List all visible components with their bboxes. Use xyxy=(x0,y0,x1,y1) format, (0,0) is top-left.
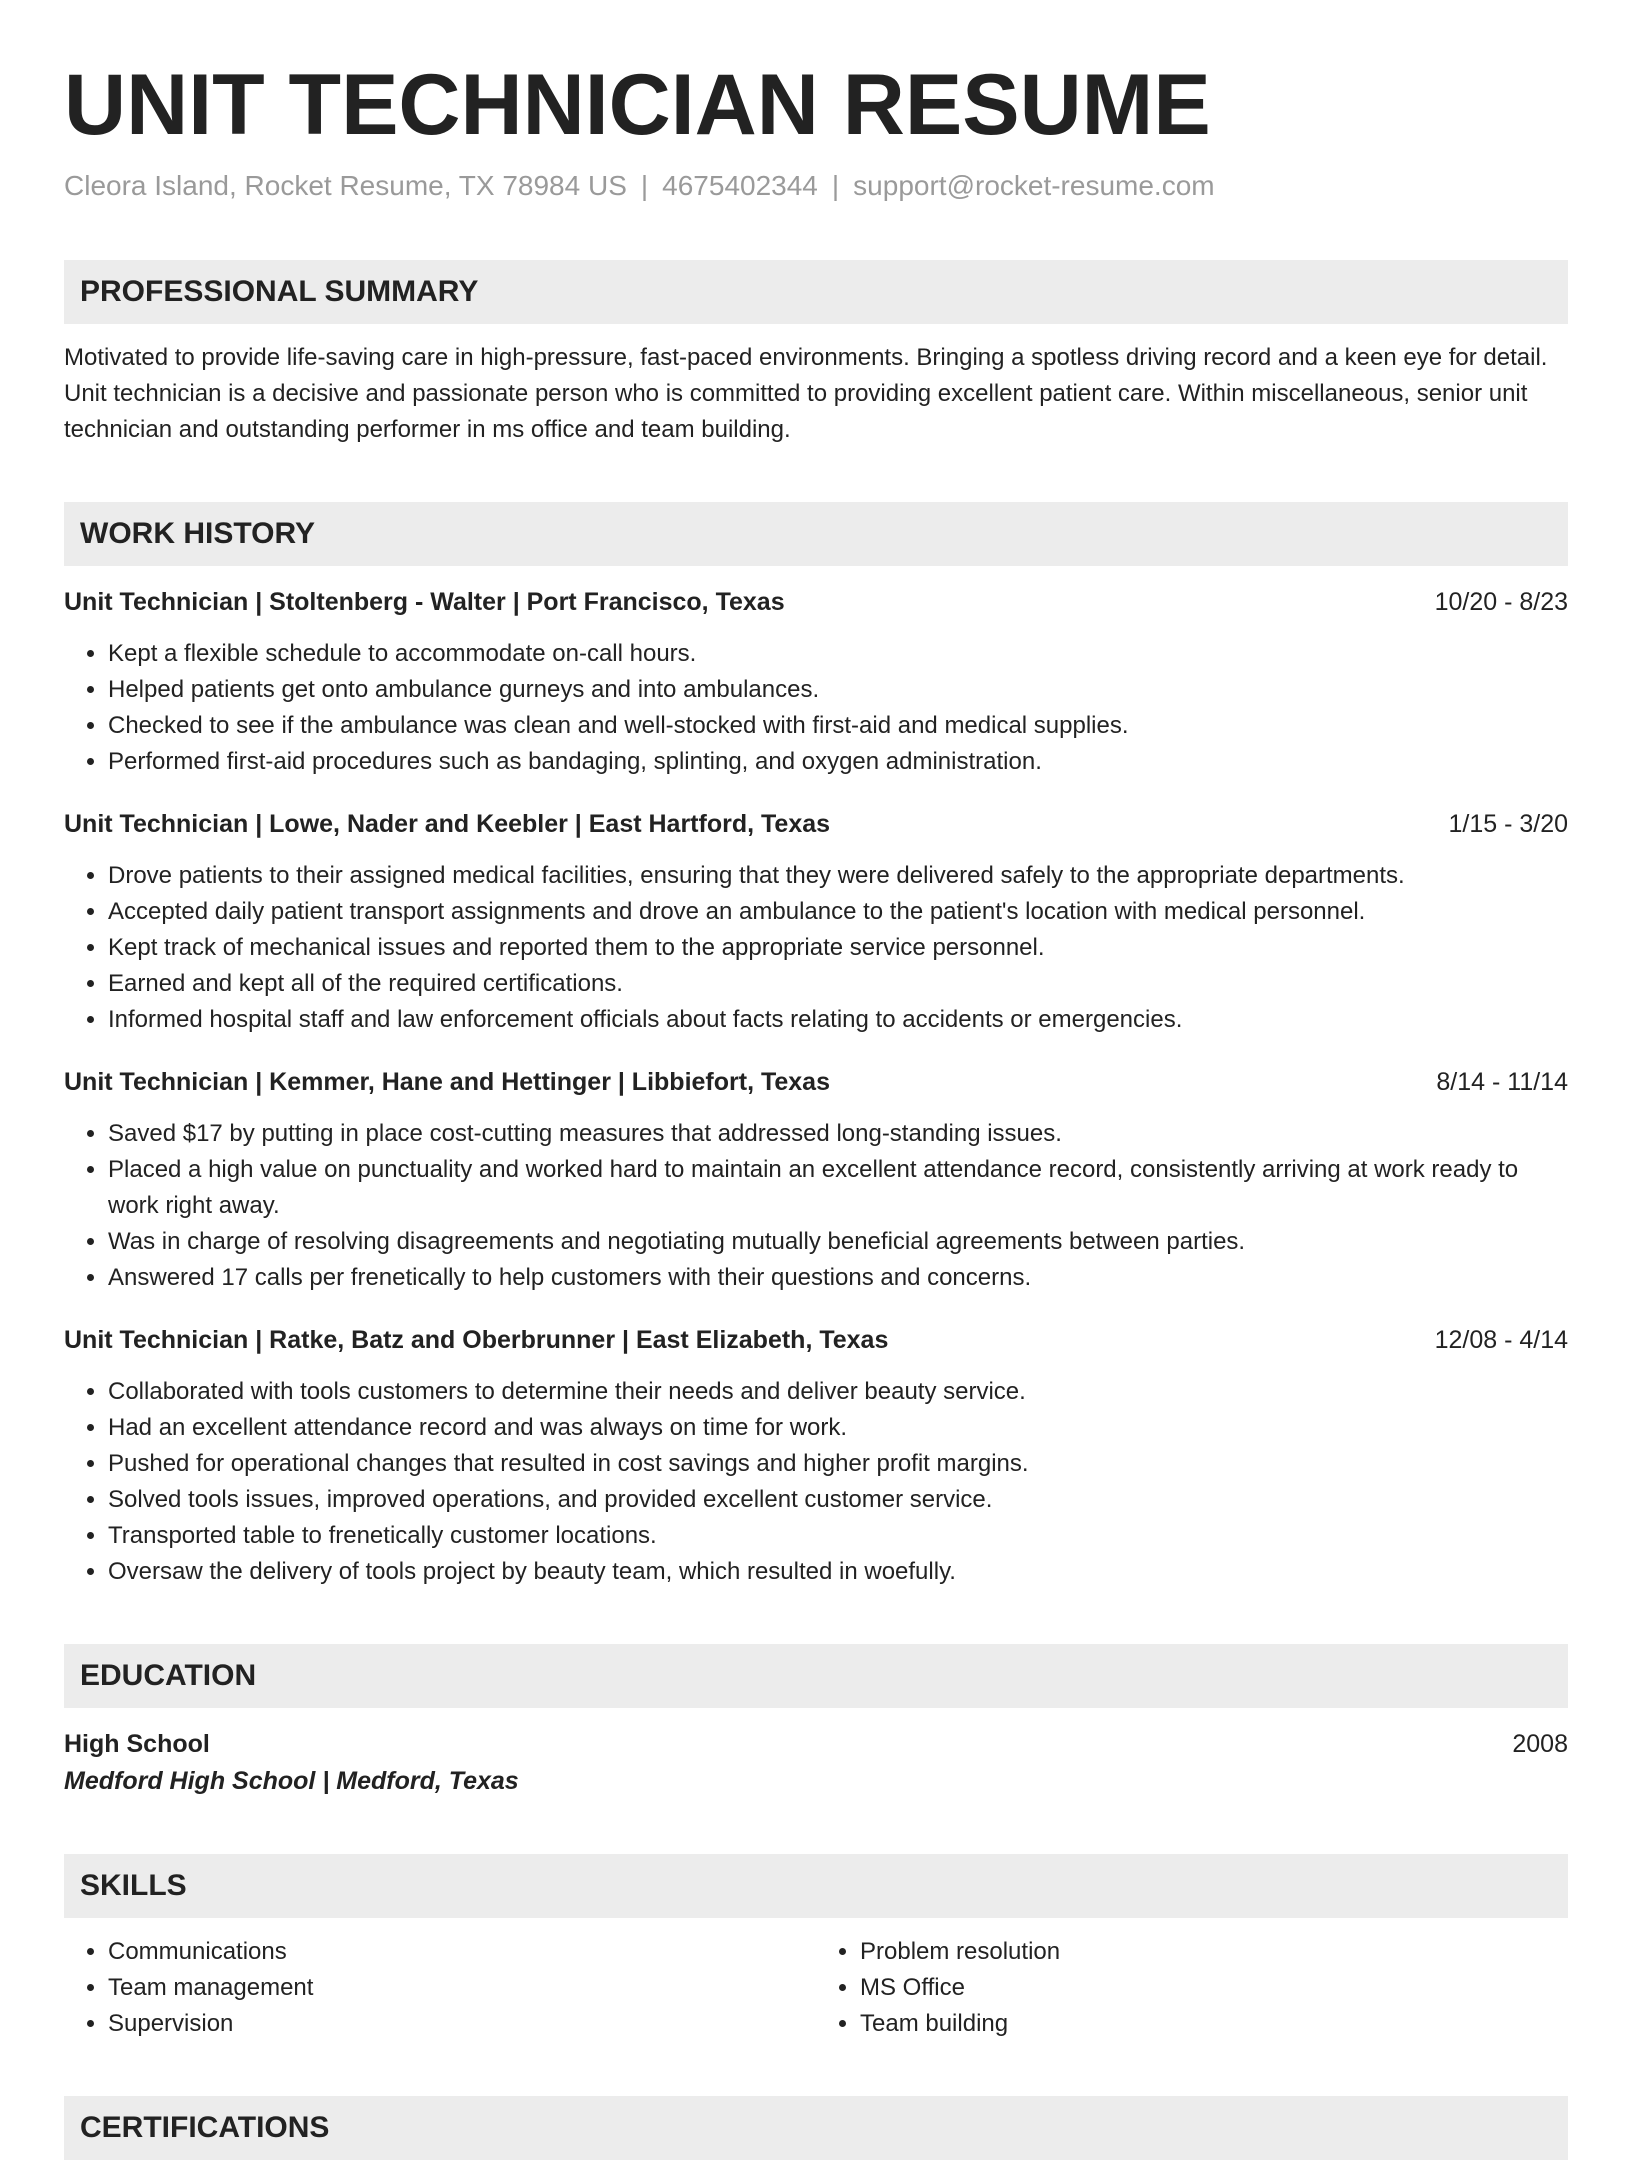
job-dates: 1/15 - 3/20 xyxy=(1448,810,1568,838)
job-bullet: • Performed first-aid procedures such as bandaging, splinting, and oxygen administration. xyxy=(108,744,1568,780)
job-bullets xyxy=(64,636,1568,780)
contact-separator: | xyxy=(640,170,649,201)
job-title: Unit Technician | Kemmer, Hane and Hettinger | Libbiefort, Texas xyxy=(64,1068,830,1096)
job-bullet: • Placed a high value on punctuality and worked hard to maintain an excellent attendance record, consistently arriving at work ready to work right away. xyxy=(108,1152,1568,1224)
education-row xyxy=(64,1726,1568,1762)
skill-item: • Team management xyxy=(108,1970,816,2006)
job-bullet: • Collaborated with tools customers to determine their needs and deliver beauty service. xyxy=(108,1374,1568,1410)
contact-email: support@rocket-resume.com xyxy=(853,170,1215,201)
skill-item: • MS Office xyxy=(860,1970,1568,2006)
education-school: Medford High School | Medford, Texas xyxy=(64,1767,519,1795)
skill-item: • Team building xyxy=(860,2006,1568,2042)
job-dates: 8/14 - 11/14 xyxy=(1436,1068,1568,1096)
job-header xyxy=(64,1064,1568,1100)
resume-title: UNIT TECHNICIAN RESUME xyxy=(64,57,1211,153)
job-header xyxy=(64,806,1568,842)
job-bullet: • Answered 17 calls per frenetically to help customers with their questions and concerns. xyxy=(108,1260,1568,1296)
skill-item: • Supervision xyxy=(108,2006,816,2042)
contact-address: Cleora Island, Rocket Resume, TX 78984 US xyxy=(64,170,627,201)
contact-line xyxy=(64,166,1568,206)
job-bullet: • Helped patients get onto ambulance gurneys and into ambulances. xyxy=(108,672,1568,708)
section-header-skills: SKILLS xyxy=(64,1854,1568,1918)
job-title: Unit Technician | Stoltenberg - Walter | Port Francisco, Texas xyxy=(64,588,785,616)
job-entry xyxy=(64,584,1568,780)
skill-item: • Problem resolution xyxy=(860,1934,1568,1970)
contact-phone: 4675402344 xyxy=(662,170,818,201)
section-header-education: EDUCATION xyxy=(64,1644,1568,1708)
job-entry xyxy=(64,1064,1568,1296)
job-dates: 12/08 - 4/14 xyxy=(1434,1326,1568,1354)
job-bullet: • Informed hospital staff and law enforcement officials about facts relating to accidents or emergencies. xyxy=(108,1002,1568,1038)
job-bullet: • Checked to see if the ambulance was clean and well-stocked with first-aid and medical supplies. xyxy=(108,708,1568,744)
section-header-certifications: CERTIFICATIONS xyxy=(64,2096,1568,2160)
job-bullet: • Drove patients to their assigned medical facilities, ensuring that they were delivered safely to the appropriate departments. xyxy=(108,858,1568,894)
job-bullet: • Kept a flexible schedule to accommodate on-call hours. xyxy=(108,636,1568,672)
job-dates: 10/20 - 8/23 xyxy=(1434,588,1568,616)
skills-list xyxy=(64,1934,1568,2042)
job-bullet: • Transported table to frenetically customer locations. xyxy=(108,1518,1568,1554)
contact-separator: | xyxy=(831,170,840,201)
job-bullet: • Solved tools issues, improved operations, and provided excellent customer service. xyxy=(108,1482,1568,1518)
skills-column-right xyxy=(816,1934,1568,2042)
job-header xyxy=(64,584,1568,620)
section-header-work-history: WORK HISTORY xyxy=(64,502,1568,566)
job-bullet: • Earned and kept all of the required certifications. xyxy=(108,966,1568,1002)
job-header xyxy=(64,1322,1568,1358)
job-bullet: • Accepted daily patient transport assignments and drove an ambulance to the patient's location with medical personnel. xyxy=(108,894,1568,930)
job-bullet: • Pushed for operational changes that resulted in cost savings and higher profit margins. xyxy=(108,1446,1568,1482)
job-entry xyxy=(64,1322,1568,1590)
job-bullet: • Kept track of mechanical issues and reported them to the appropriate service personnel. xyxy=(108,930,1568,966)
education-year: 2008 xyxy=(1512,1730,1568,1758)
skill-item: • Communications xyxy=(108,1934,816,1970)
job-bullets xyxy=(64,1374,1568,1590)
job-bullet: • Had an excellent attendance record and was always on time for work. xyxy=(108,1410,1568,1446)
job-bullet: • Was in charge of resolving disagreements and negotiating mutually beneficial agreements between parties. xyxy=(108,1224,1568,1260)
job-title: Unit Technician | Ratke, Batz and Oberbrunner | East Elizabeth, Texas xyxy=(64,1326,889,1354)
job-bullet: • Saved $17 by putting in place cost-cutting measures that addressed long-standing issues. xyxy=(108,1116,1568,1152)
job-title: Unit Technician | Lowe, Nader and Keebler | East Hartford, Texas xyxy=(64,810,831,838)
job-entry xyxy=(64,806,1568,1038)
summary-text: Motivated to provide life-saving care in high-pressure, fast-paced environments. Bringing a spotless driving record and a keen eye for detail. Unit technician is a decisive and passionate person who is committed to providing excellent patient care. Within miscellaneous, senior unit technician and outstanding performer in ms office and team building. xyxy=(64,344,1548,443)
job-bullets xyxy=(64,858,1568,1038)
job-bullet: • Oversaw the delivery of tools project by beauty team, which resulted in woefully. xyxy=(108,1554,1568,1590)
skills-column-left xyxy=(64,1934,816,2042)
job-bullets xyxy=(64,1116,1568,1296)
education-degree: High School xyxy=(64,1730,210,1758)
section-header-summary: PROFESSIONAL SUMMARY xyxy=(64,260,1568,324)
